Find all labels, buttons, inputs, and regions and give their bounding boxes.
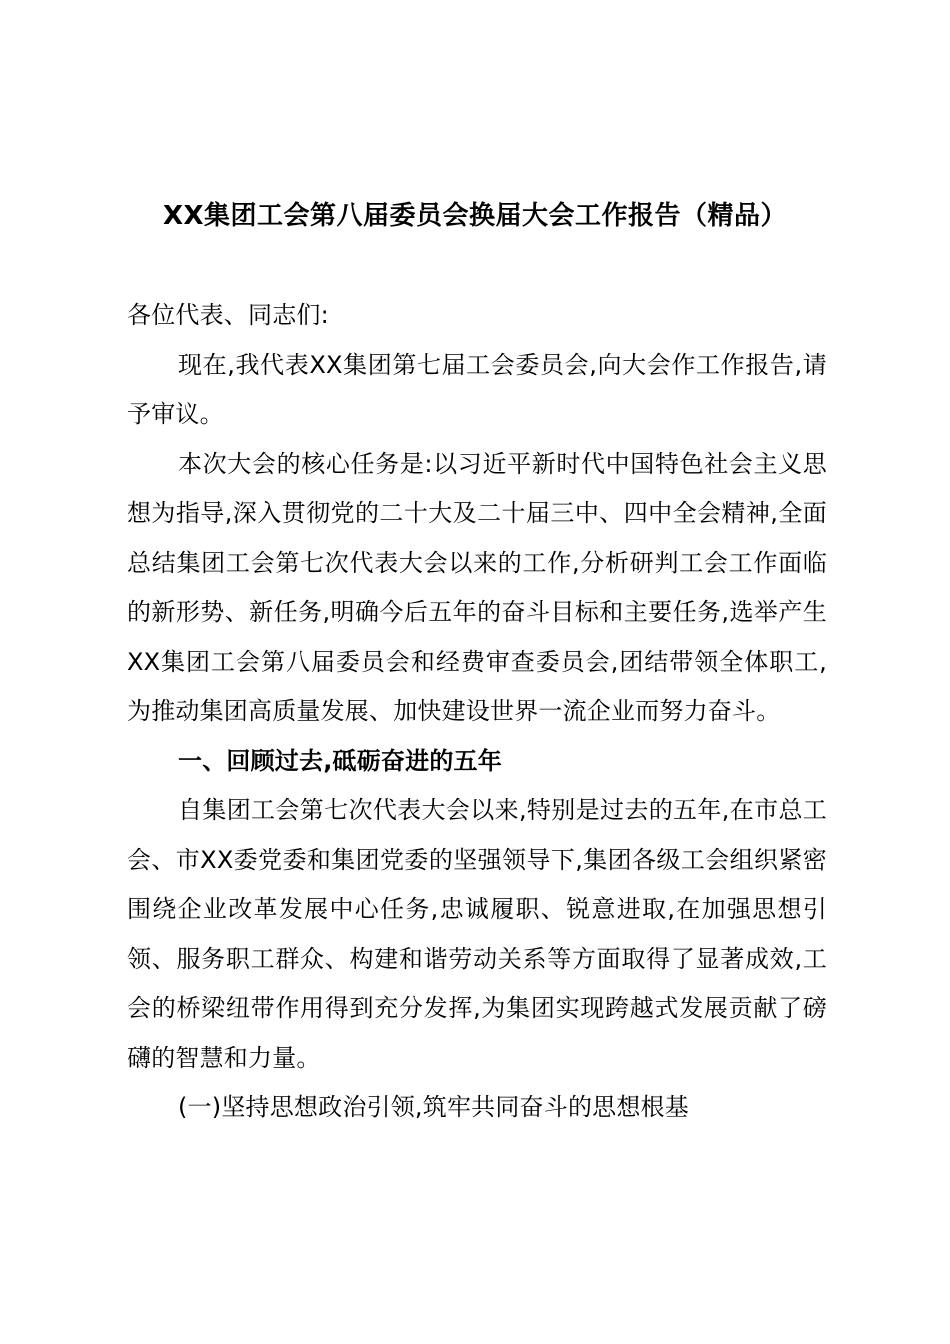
document-title: XX集团工会第八届委员会换届大会工作报告（精品） — [162, 201, 788, 231]
paragraph-intro: 现在,我代表XX集团第七届工会委员会,向大会作工作报告,请予审议。 — [127, 350, 827, 428]
paragraph-section-body: 自集团工会第七次代表大会以来,特别是过去的五年,在市总工会、市XX委党委和集团党委的坚强领导下,集团各级工会组织紧密围绕企业改革发展中心任务,忠诚履职、锐意进取,在加强思想引领、服务职工群众、构建和谐劳动关系等方面取得了显著成效,工会的桥梁纽带作用得到充分发挥,为集团实现跨越式发展贡献了磅礴的智慧和力量。 — [127, 796, 827, 1072]
document-body — [127, 291, 827, 1133]
section-heading: 一、回顾过去,砥砺奋进的五年 — [178, 746, 502, 775]
subsection-heading: (一)坚持思想政治引领,筑牢共同奋斗的思想根基 — [178, 1093, 689, 1121]
salutation: 各位代表、同志们: — [127, 301, 329, 329]
paragraph-core-task: 本次大会的核心任务是:以习近平新时代中国特色社会主义思想为指导,深入贯彻党的二十大及二十届三中、四中全会精神,全面总结集团工会第七次代表大会以来的工作,分析研判工会工作面临的新形势、新任务,明确今后五年的奋斗目标和主要任务,选举产生XX集团工会第八届委员会和经费审查委员会,团结带领全体职工,为推动集团高质量发展、加快建设世界一流企业而努力奋斗。 — [127, 449, 827, 725]
